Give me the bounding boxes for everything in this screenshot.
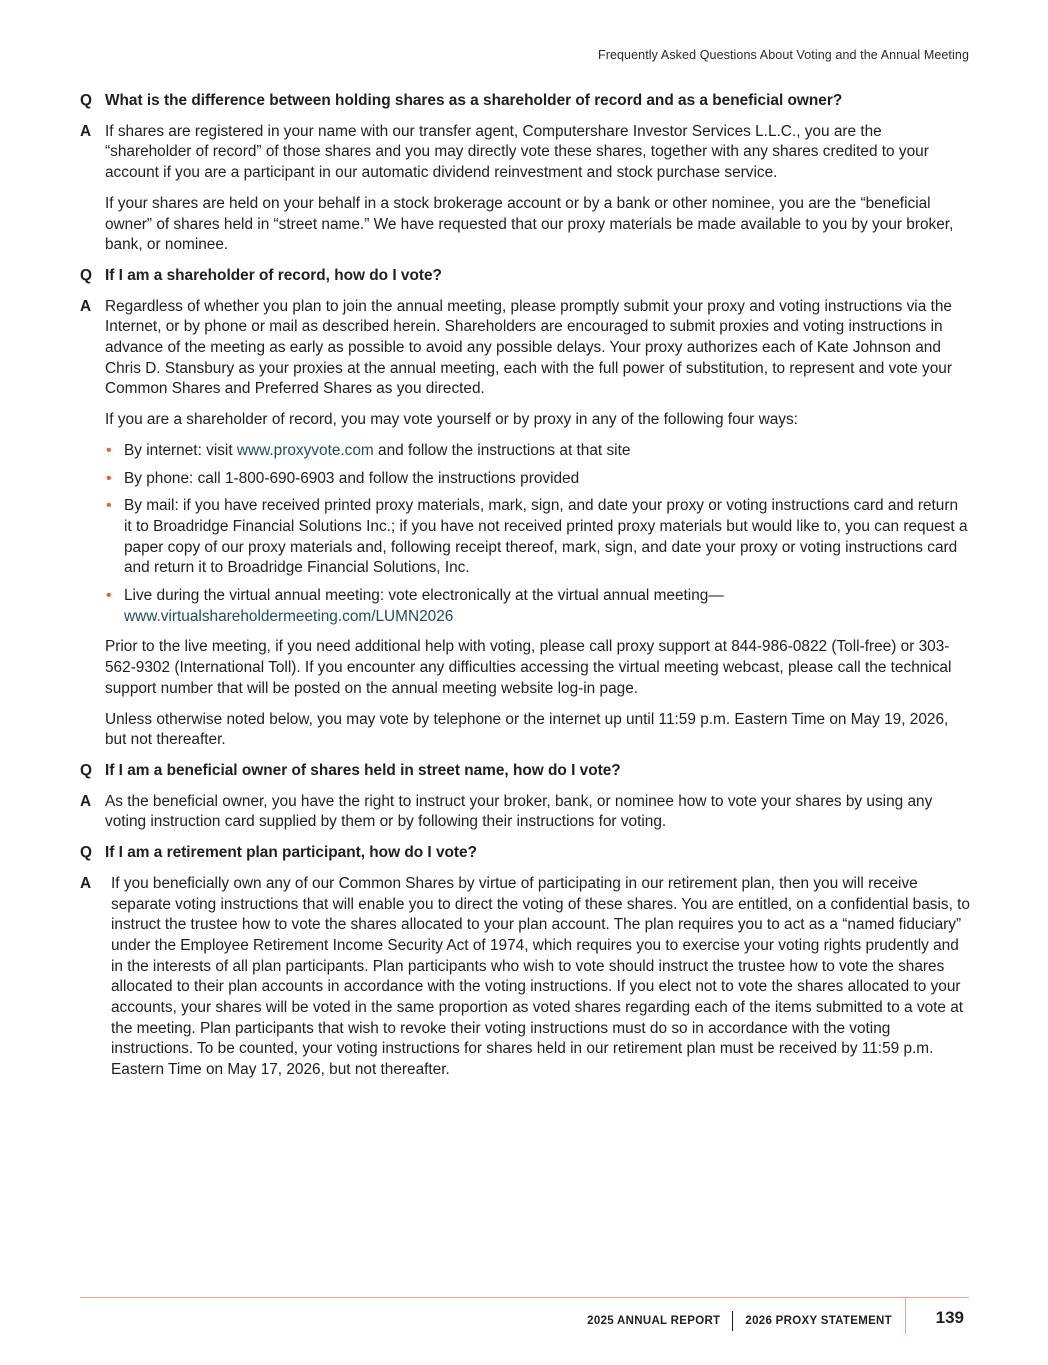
- answer-paragraph: Unless otherwise noted below, you may vote by telephone or the internet up until 11:59 p.m. Eastern Time on May 19, 2026, but not thereafter.: [105, 710, 949, 749]
- list-item: • By internet: visit www.proxyvote.com and follow the instructions at that site: [105, 441, 970, 462]
- bullet-icon: •: [106, 441, 112, 459]
- list-item: • Live during the virtual annual meeting: vote electronically at the virtual annual meeting— www.virtualshareholdermeeting.com/LUMN2026: [106, 587, 724, 625]
- list-item: • By mail: if you have received printed proxy materials, mark, sign, and date your proxy or voting instructions card and return it to Broadridge Financial Solutions Inc.; if you have not received printed proxy materials but would like to, you can request a paper copy of our proxy materials and, following receipt thereof, mark, sign, and date your proxy or voting instructions card and return it to Broadridge Financial Solutions, Inc.: [106, 497, 968, 577]
- voting-methods-list: [105, 441, 970, 628]
- proxy-statement-label: 2026 PROXY STATEMENT: [745, 1315, 892, 1327]
- answer-paragraph: If shares are registered in your name with our transfer agent, Computershare Investor Services L.L.C., you are the “shareholder of record” of those shares and you may directly vote these shares, together with any shares credited to your account if you are a participant in our automatic dividend reinvestment and stock purchase service.: [105, 122, 929, 182]
- annual-report-label: 2025 ANNUAL REPORT: [587, 1315, 721, 1327]
- answer-paragraph: If your shares are held on your behalf in a stock brokerage account or by a bank or other nominee, you are the “beneficial owner” of shares held in “street name.” We have requested that our proxy materials be made available to you by your broker, bank, or nominee.: [105, 194, 954, 254]
- answer-paragraph: If you are a shareholder of record, you may vote yourself or by proxy in any of the following four ways:: [105, 411, 798, 429]
- bullet-icon: •: [106, 587, 112, 605]
- answer-marker: A: [80, 792, 92, 810]
- question-text: If I am a shareholder of record, how do I vote?: [105, 266, 442, 284]
- faq-answer: [80, 297, 970, 751]
- question-text: If I am a beneficial owner of shares held in street name, how do I vote?: [105, 761, 621, 779]
- list-item: • By phone: call 1-800-690-6903 and follow the instructions provided: [105, 469, 970, 490]
- faq-question: [80, 761, 970, 782]
- question-marker: Q: [80, 266, 92, 284]
- running-header: Frequently Asked Questions About Voting and the Annual Meeting: [597, 48, 969, 62]
- faq-question: [80, 266, 970, 287]
- faq-answer: [80, 792, 970, 833]
- answer-paragraph: Regardless of whether you plan to join the annual meeting, please promptly submit your proxy and voting instructions via the Internet, or by phone or mail as described herein. Shareholders are encouraged to submit proxies and voting instructions in advance of the meeting as early as possible to avoid any possible delays. Your proxy authorizes each of Kate Johnson and Chris D. Stansbury as your proxies at the annual meeting, each with the full power of substitution, to represent and vote your Common Shares and Preferred Shares as you directed.: [105, 297, 952, 398]
- faq-content: [80, 91, 970, 1091]
- question-marker: Q: [80, 92, 92, 109]
- question-text: What is the difference between holding shares as a shareholder of record and as a beneficial owner?: [105, 92, 843, 109]
- proxyvote-link[interactable]: www.proxyvote.com: [236, 441, 374, 459]
- answer-paragraph: Prior to the live meeting, if you need additional help with voting, please call proxy support at 844-986-0822 (Toll-free) or 303-562-9302 (International Toll). If you encounter any difficulties accessing the virtual meeting webcast, please call the technical support number that will be posted on the annual meeting website log-in page.: [105, 638, 952, 697]
- question-text: If I am a retirement plan participant, how do I vote?: [105, 844, 477, 862]
- answer-paragraph: As the beneficial owner, you have the right to instruct your broker, bank, or nominee how to vote your shares by using any voting instruction card supplied by them or by following their instructions for voting.: [105, 792, 933, 831]
- answer-paragraph: If you beneficially own any of our Common Shares by virtue of participating in our retirement plan, then you will receive separate voting instructions that will enable you to direct the voting of these shares. You are entitled, on a confidential basis, to instruct the trustee how to vote the shares allocated to your plan account. The plan requires you to act as a “named fiduciary” under the Employee Retirement Income Security Act of 1974, which requires you to exercise your voting rights prudently and in the interests of all plan participants. Plan participants who wish to vote should instruct the trustee how to vote the shares allocated to their plan accounts in accordance with the voting instructions. If you elect not to vote the shares allocated to your accounts, your shares will be voted in the same proportion as voted shares regarding each of the items submitted to a vote at the meeting. Plan participants that wish to revoke their voting instructions must do so in accordance with the voting instructions. To be counted, your voting instructions for shares held in our retirement plan must be received by 11:59 p.m. Eastern Time on May 17, 2026, but not thereafter.: [111, 874, 970, 1079]
- answer-marker: A: [80, 122, 92, 140]
- question-marker: Q: [80, 844, 92, 862]
- virtual-meeting-link[interactable]: www.virtualshareholdermeeting.com/LUMN2026: [124, 607, 454, 625]
- footer-separator: [732, 1311, 733, 1331]
- bullet-icon: •: [106, 469, 112, 487]
- footer-labels: [587, 1311, 892, 1331]
- faq-answer: [80, 874, 970, 1081]
- faq-question: [80, 843, 970, 864]
- faq-question: [80, 91, 970, 112]
- question-marker: Q: [80, 761, 92, 779]
- answer-marker: A: [80, 297, 92, 315]
- page-footer: [80, 1298, 969, 1334]
- answer-marker: A: [80, 874, 92, 892]
- bullet-icon: •: [106, 497, 112, 515]
- page-number: 139: [935, 1308, 964, 1327]
- faq-answer: [80, 122, 970, 256]
- page-number-divider: [905, 1298, 906, 1334]
